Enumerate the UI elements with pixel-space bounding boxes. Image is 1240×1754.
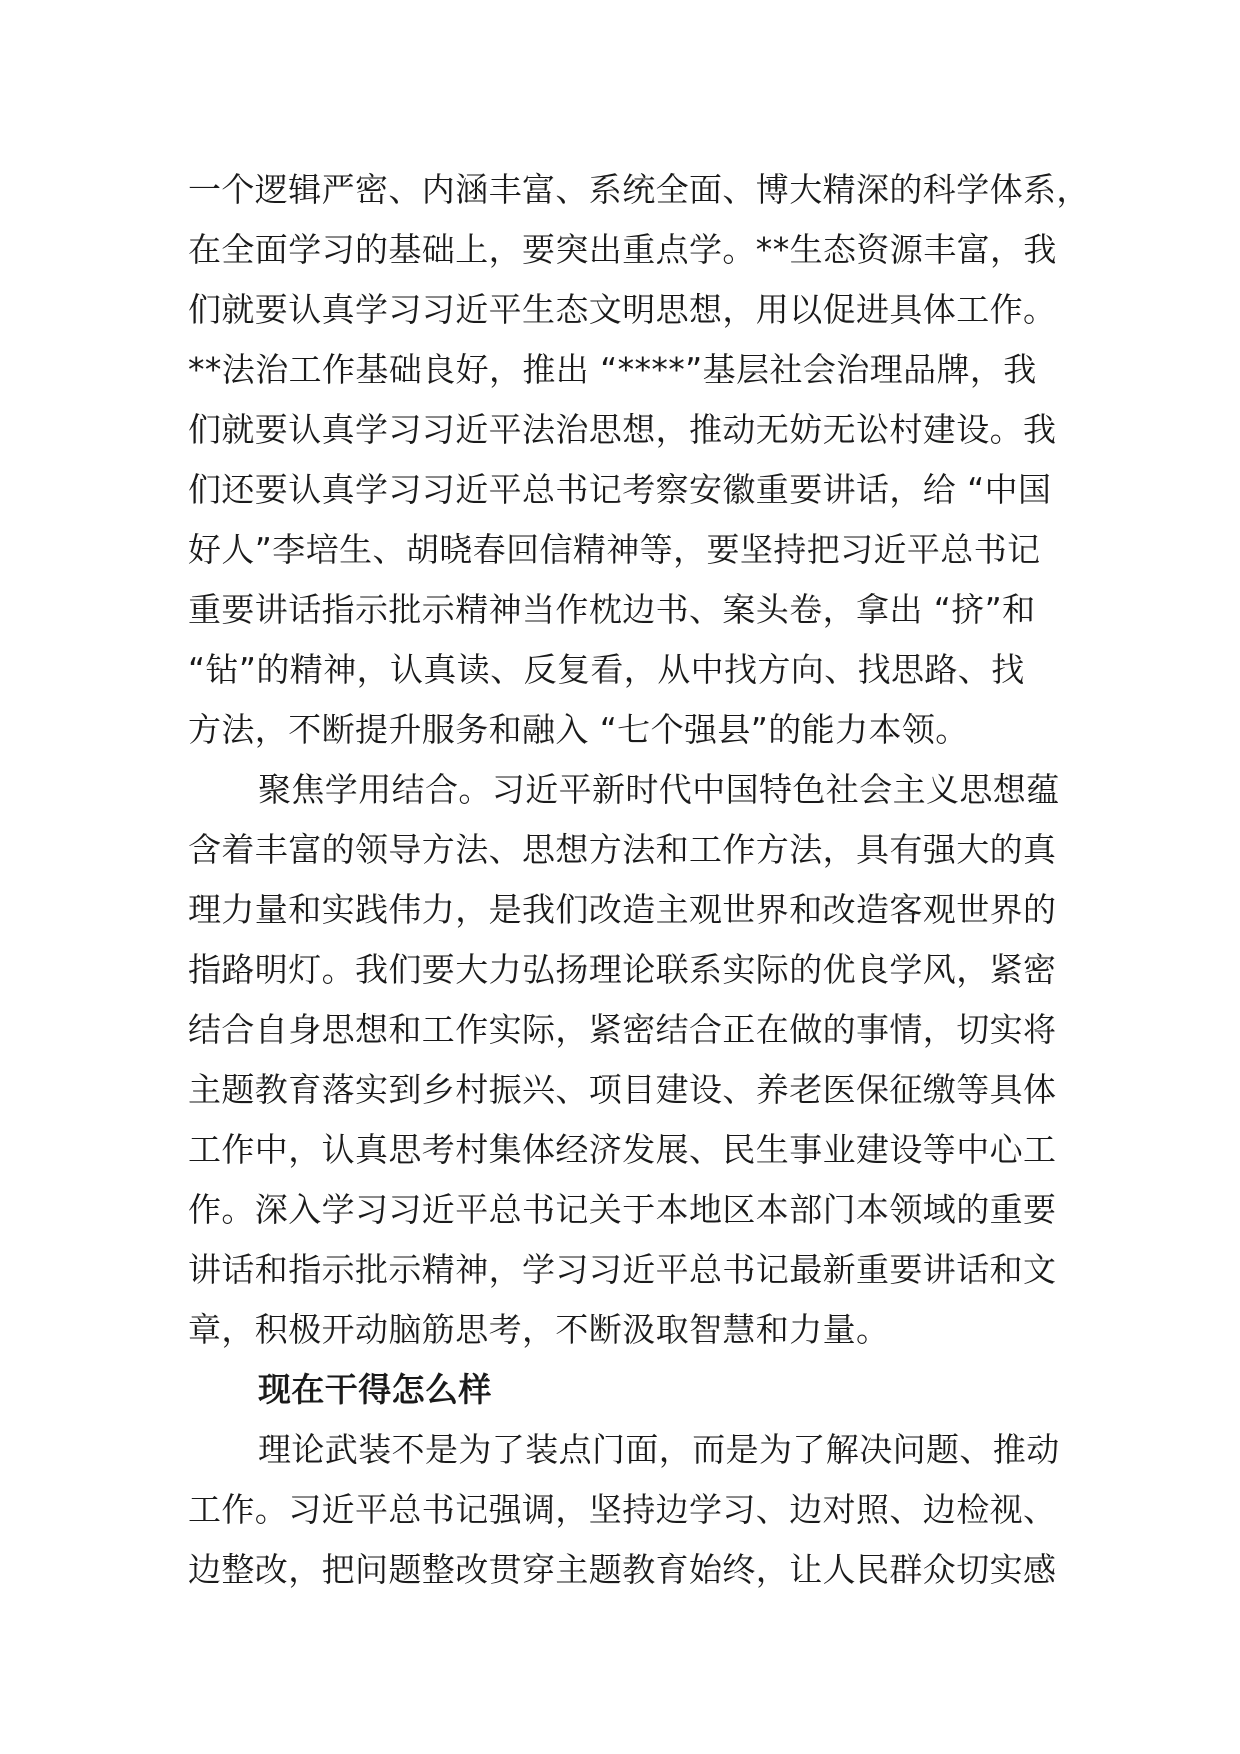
text-line: 方法，不断提升服务和融入 “七个强县”的能力本领。	[188, 710, 969, 749]
text-line: 们就要认真学习习近平法治思想，推动无妨无讼村建设。我	[188, 410, 1057, 449]
text-line: 边整改，把问题整改贯穿主题教育始终，让人民群众切实感	[188, 1550, 1057, 1589]
text-line: “钻”的精神，认真读、反复看，从中找方向、找思路、找	[188, 650, 1025, 689]
paragraph-start-line: 聚焦学用结合。习近平新时代中国特色社会主义思想蕴	[258, 770, 1060, 809]
text-line: 理力量和实践伟力，是我们改造主观世界和改造客观世界的	[188, 890, 1057, 929]
text-line: 好人”李培生、胡晓春回信精神等，要坚持把习近平总书记	[188, 530, 1041, 569]
text-line: 工作。习近平总书记强调，坚持边学习、边对照、边检视、	[188, 1490, 1057, 1529]
text-line: 主题教育落实到乡村振兴、项目建设、养老医保征缴等具体	[188, 1070, 1057, 1109]
text-line: 们就要认真学习习近平生态文明思想，用以促进具体工作。	[188, 290, 1057, 329]
text-line: 含着丰富的领导方法、思想方法和工作方法，具有强大的真	[188, 830, 1057, 869]
text-line: 一个逻辑严密、内涵丰富、系统全面、博大精深的科学体系，	[188, 170, 1090, 209]
text-line: 们还要认真学习习近平总书记考察安徽重要讲话，给 “中国	[188, 470, 1052, 509]
text-line: 章，积极开动脑筋思考，不断汲取智慧和力量。	[188, 1310, 890, 1349]
text-line: 重要讲话指示批示精神当作枕边书、案头卷，拿出 “挤”和	[188, 590, 1036, 629]
text-line: 讲话和指示批示精神，学习习近平总书记最新重要讲话和文	[188, 1250, 1057, 1289]
text-line: **法治工作基础良好，推出 “****”基层社会治理品牌，我	[188, 350, 1037, 389]
text-line: 在全面学习的基础上，要突出重点学。**生态资源丰富，我	[188, 230, 1057, 269]
text-line: 结合自身思想和工作实际，紧密结合正在做的事情，切实将	[188, 1010, 1057, 1049]
text-line: 工作中，认真思考村集体经济发展、民生事业建设等中心工	[188, 1130, 1057, 1169]
text-line: 指路明灯。我们要大力弘扬理论联系实际的优良学风，紧密	[188, 950, 1057, 989]
paragraph-start-line: 理论武装不是为了装点门面，而是为了解决问题、推动	[258, 1430, 1060, 1469]
text-line: 作。深入学习习近平总书记关于本地区本部门本领域的重要	[188, 1190, 1057, 1229]
section-heading: 现在干得怎么样	[258, 1370, 492, 1409]
document-body	[188, 160, 1090, 1600]
